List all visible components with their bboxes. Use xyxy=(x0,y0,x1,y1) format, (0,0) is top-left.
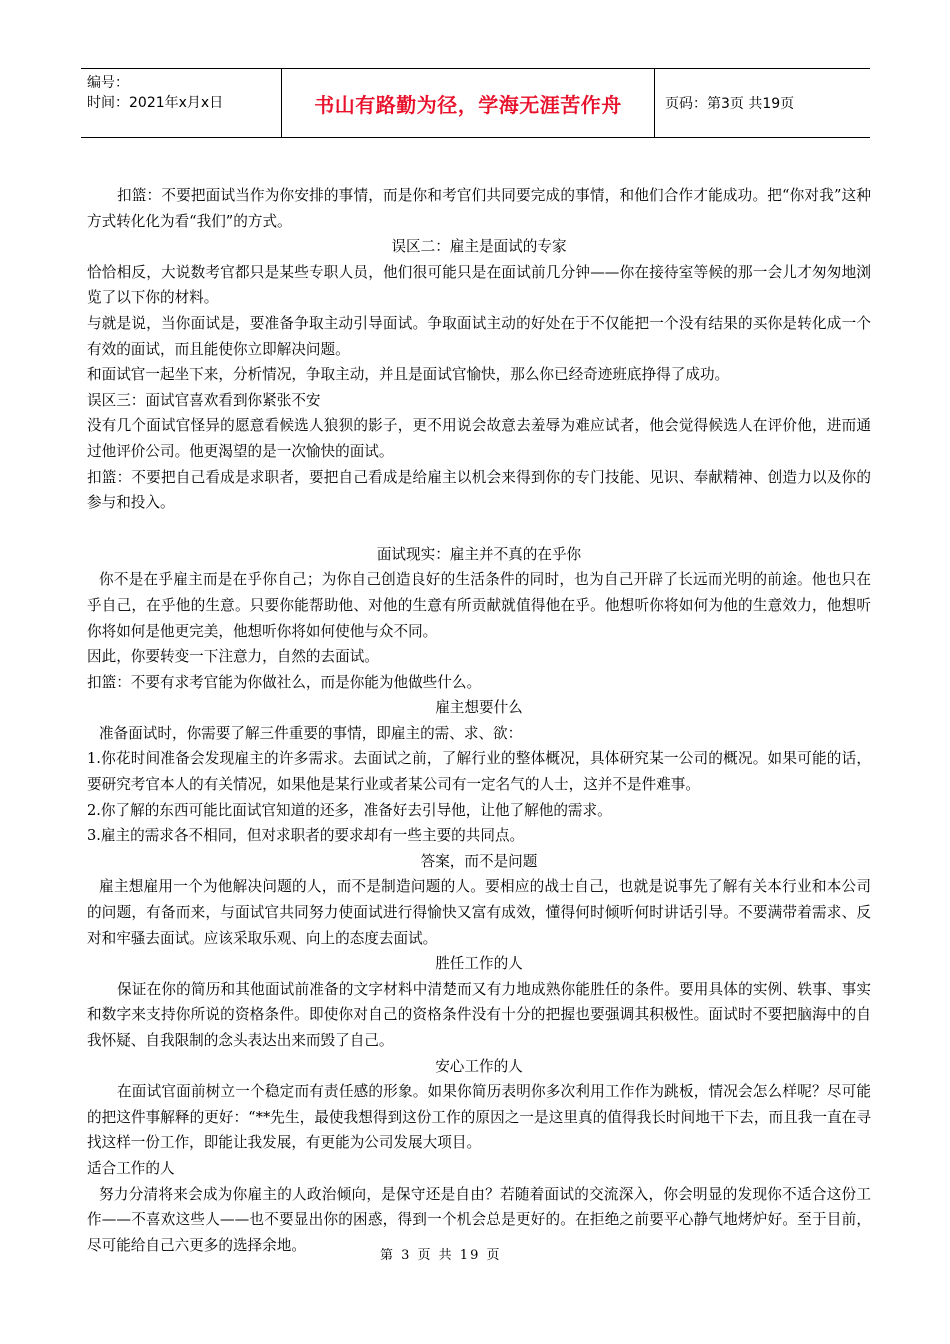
header-page-label: 页码：第3页 共19页 xyxy=(665,96,795,112)
paragraph: 准备面试时，你需要了解三件重要的事情，即雇主的需、求、欲： xyxy=(99,724,523,742)
header-motto-cell xyxy=(281,69,655,137)
header-motto: 书山有路勤为径，学海无涯苦作舟 xyxy=(314,92,622,117)
section-heading: 误区三：面试官喜欢看到你紧张不安 xyxy=(87,391,321,409)
section-heading: 安心工作的人 xyxy=(435,1057,523,1075)
section-heading: 适合工作的人 xyxy=(87,1159,175,1177)
section-heading: 答案，而不是问题 xyxy=(420,852,538,870)
section-heading: 胜任工作的人 xyxy=(435,955,523,973)
list-item: 3.雇主的需求各不相同，但对求职者的要求却有一些主要的共同点。 xyxy=(87,827,525,845)
section-heading: 面试现实：雇主并不真的在乎你 xyxy=(376,545,582,563)
paragraph: 扣篮：不要有求考官能为你做社么，而是你能为他做些什么。 xyxy=(87,673,482,691)
paragraph: 努力分清将来会成为你雇主的人政治倾向，是保守还是自由？若随着面试的交流深入，你会明显的发现你不适合这份工作——不喜欢这些人——也不要显出你的困惑，得到一个机会总是更好的。在拒绝之前要平心静气地烤炉好。至于目前，尽可能给自己六更多的选择余地。 xyxy=(87,1185,871,1254)
paragraph: 和面试官一起坐下来，分析情况，争取主动，并且是面试官愉快，那么你已经奇迹班底挣得了成功。 xyxy=(87,366,730,384)
list-item: 2.你了解的东西可能比面试官知道的还多，准备好去引导他，让他了解他的需求。 xyxy=(87,801,612,819)
paragraph: 没有几个面试官怪异的愿意看候选人狼狈的影子，更不用说会故意去羞辱为难应试者，他会觉得候选人在评价他，进而通过他评价公司。他更渴望的是一次愉快的面试。 xyxy=(87,417,871,460)
header-page-cell xyxy=(655,69,870,137)
paragraph: 雇主想雇用一个为他解决问题的人，而不是制造问题的人。要相应的战士自己，也就是说事先了解有关本行业和本公司的问题，有备而来，与面试官共同努力使面试进行得愉快又富有成效，懂得何时倾听何时讲话引导。不要满带着需求、反对和牢骚去面试。应该采取乐观、向上的态度去面试。 xyxy=(87,878,871,947)
header-meta xyxy=(81,69,281,137)
list-item: 1.你花时间准备会发现雇主的许多需求。去面试之前，了解行业的整体概况，具体研究某一公司的概况。如果可能的话，要研究考官本人的有关情况，如果他是某行业或者某公司有一定名气的人士，这并不是件难事。 xyxy=(87,750,871,794)
paragraph: 你不是在乎雇主而是在乎你自己；为你自己创造良好的生活条件的同时，也为自己开辟了长远而光明的前途。他也只在乎自己，在乎他的生意。只要你能帮助他、对他的生意有所贡献就值得他在乎。他想听你将如何为他的生意效力，他想听你将如何是他更完美，他想听你将如何使他与众不同。 xyxy=(87,571,871,640)
section-heading: 误区二：雇主是面试的专家 xyxy=(391,238,567,256)
spacer xyxy=(87,516,871,542)
document-time-label: 时间：2021年x月x日 xyxy=(87,95,224,111)
document-number-label: 编号： xyxy=(87,75,129,91)
paragraph: 与就是说，当你面试是，要准备争取主动引导面试。争取面试主动的好处在于不仅能把一个没有结果的买你是转化成一个有效的面试，而且能使你立即解决问题。 xyxy=(87,314,871,358)
section-heading: 雇主想要什么 xyxy=(435,699,523,717)
paragraph: 保证在你的简历和其他面试前准备的文字材料中清楚而又有力地成熟你能胜任的条件。要用具体的实例、轶事、事实和数字来支持你所说的资格条件。即使你对自己的资格条件没有十分的把握也要强调其积极性。面试时不要把脑海中的自我怀疑、自我限制的念头表达出来而毁了自己。 xyxy=(87,980,871,1049)
header-table xyxy=(81,68,870,138)
paragraph: 因此，你要转变一下注意力，自然的去面试。 xyxy=(87,648,379,666)
paragraph: 扣篮：不要把自己看成是求职者，要把自己看成是给雇主以机会来得到你的专门技能、见识、奉献精神、创造力以及你的参与和投入。 xyxy=(87,468,871,512)
document-body xyxy=(87,183,871,1258)
footer-page-number: 第 3 页 共 19 页 xyxy=(380,1248,502,1263)
paragraph: 恰恰相反，大说数考官都只是某些专职人员，他们很可能只是在面试前几分钟——你在接待室等候的那一会儿才匆匆地浏览了以下你的材料。 xyxy=(87,263,871,307)
paragraph: 扣篮：不要把面试当作为你安排的事情，而是你和考官们共同要完成的事情，和他们合作才能成功。把“你对我”这种方式转化化为看“我们”的方式。 xyxy=(87,187,871,230)
paragraph: 在面试官面前树立一个稳定而有责任感的形象。如果你简历表明你多次利用工作作为跳板，情况会怎么样呢？尽可能的把这件事解释的更好：“**先生，最使我想得到这份工作的原因之一是这里真的值得我长时间地干下去，而且我一直在寻找这样一份工作，即能让我发展，有更能为公司发展大项目。 xyxy=(87,1083,871,1152)
page-footer xyxy=(0,1244,950,1263)
